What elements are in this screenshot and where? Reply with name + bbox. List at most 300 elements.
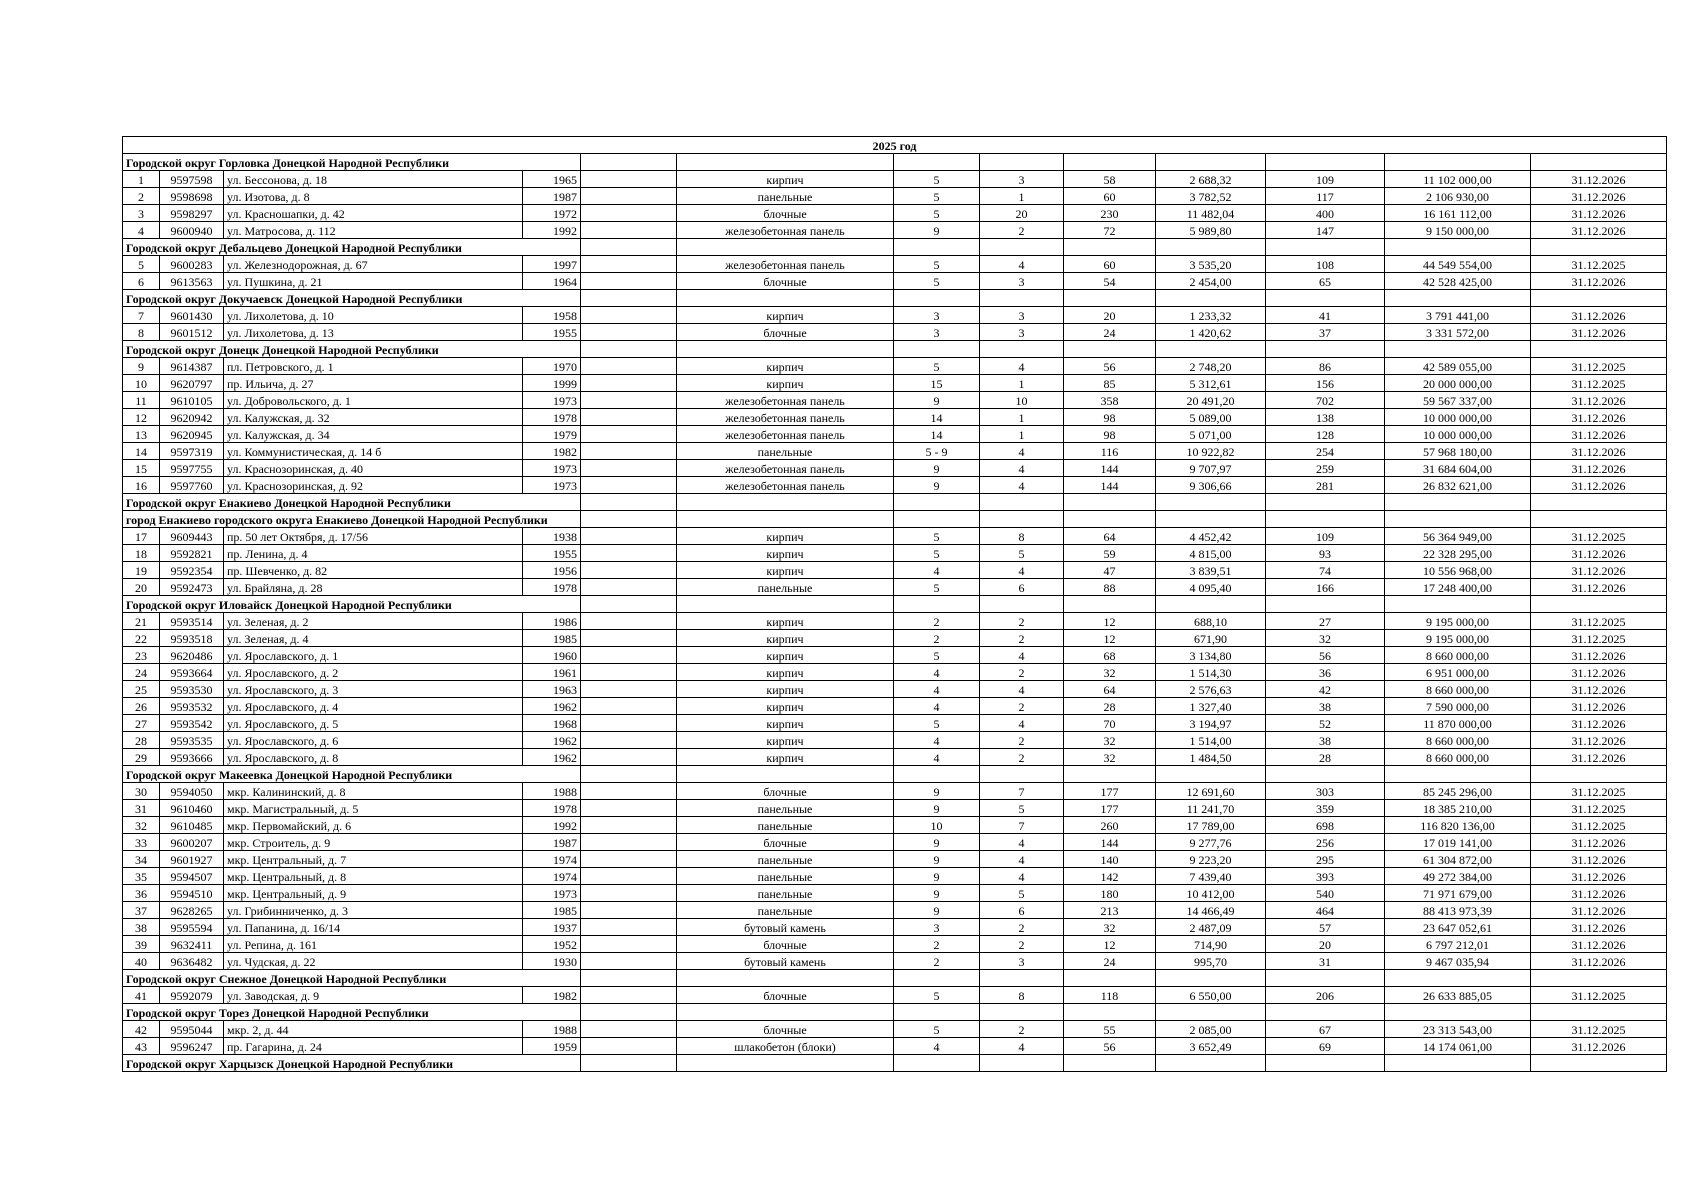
empty-cell [1064,1055,1156,1072]
table-body [123,137,1667,1072]
built-year-cell: 1987 [523,188,581,205]
row-number-cell: 29 [123,749,160,766]
spacer-cell [581,307,677,324]
built-year-cell: 1973 [523,460,581,477]
entrances-cell: 5 [980,885,1064,902]
empty-cell [980,766,1064,783]
section-title: Городской округ Горловка Донецкой Народной Республики [123,154,581,171]
building-id-cell: 9632411 [160,936,224,953]
entrances-cell: 4 [980,681,1064,698]
empty-cell [894,1004,980,1021]
address-cell: ул. Репина, д. 161 [224,936,523,953]
apartments-cell: 12 [1064,936,1156,953]
residents-cell: 69 [1266,1038,1385,1055]
building-id-cell: 9636482 [160,953,224,970]
cost-cell: 44 549 554,00 [1385,256,1531,273]
area-cell: 3 782,52 [1156,188,1266,205]
table-row [123,358,1667,375]
empty-cell [677,154,894,171]
cost-cell: 17 019 141,00 [1385,834,1531,851]
section-title: Городской округ Дебальцево Донецкой Народной Республики [123,239,581,256]
residents-cell: 38 [1266,698,1385,715]
deadline-cell: 31.12.2026 [1531,953,1667,970]
built-year-cell: 1986 [523,613,581,630]
built-year-cell: 1961 [523,664,581,681]
empty-cell [1531,596,1667,613]
table-row [123,647,1667,664]
entrances-cell: 2 [980,630,1064,647]
built-year-cell: 1956 [523,562,581,579]
entrances-cell: 4 [980,460,1064,477]
address-cell: мкр. Центральный, д. 8 [224,868,523,885]
address-cell: ул. Ярославского, д. 5 [224,715,523,732]
cost-cell: 22 328 295,00 [1385,545,1531,562]
table-row [123,800,1667,817]
area-cell: 17 789,00 [1156,817,1266,834]
section-header-row [123,1004,1667,1021]
entrances-cell: 7 [980,783,1064,800]
residents-cell: 109 [1266,171,1385,188]
wall-material-cell: железобетонная панель [677,426,894,443]
row-number-cell: 22 [123,630,160,647]
spacer-cell [581,783,677,800]
empty-cell [581,766,677,783]
built-year-cell: 1973 [523,392,581,409]
empty-cell [1385,494,1531,511]
apartments-cell: 140 [1064,851,1156,868]
address-cell: ул. Ярославского, д. 3 [224,681,523,698]
built-year-cell: 1992 [523,817,581,834]
floors-cell: 9 [894,902,980,919]
entrances-cell: 5 [980,545,1064,562]
empty-cell [1156,970,1266,987]
entrances-cell: 3 [980,171,1064,188]
spacer-cell [581,358,677,375]
cost-cell: 3 791 441,00 [1385,307,1531,324]
entrances-cell: 3 [980,324,1064,341]
deadline-cell: 31.12.2026 [1531,307,1667,324]
floors-cell: 2 [894,953,980,970]
floors-cell: 14 [894,426,980,443]
floors-cell: 5 [894,273,980,290]
deadline-cell: 31.12.2026 [1531,324,1667,341]
apartments-cell: 58 [1064,171,1156,188]
wall-material-cell: панельные [677,579,894,596]
empty-cell [581,341,677,358]
deadline-cell: 31.12.2026 [1531,273,1667,290]
built-year-cell: 1987 [523,834,581,851]
empty-cell [1064,766,1156,783]
built-year-cell: 1960 [523,647,581,664]
row-number-cell: 26 [123,698,160,715]
wall-material-cell: панельные [677,902,894,919]
entrances-cell: 1 [980,375,1064,392]
built-year-cell: 1988 [523,783,581,800]
building-id-cell: 9614387 [160,358,224,375]
table-row [123,443,1667,460]
row-number-cell: 14 [123,443,160,460]
row-number-cell: 28 [123,732,160,749]
empty-cell [894,154,980,171]
section-header-row [123,596,1667,613]
built-year-cell: 1952 [523,936,581,953]
residents-cell: 259 [1266,460,1385,477]
apartments-cell: 144 [1064,477,1156,494]
row-number-cell: 6 [123,273,160,290]
residents-cell: 256 [1266,834,1385,851]
empty-cell [894,970,980,987]
empty-cell [677,1055,894,1072]
address-cell: мкр. 2, д. 44 [224,1021,523,1038]
spacer-cell [581,953,677,970]
deadline-cell: 31.12.2026 [1531,188,1667,205]
apartments-cell: 32 [1064,664,1156,681]
area-cell: 3 194,97 [1156,715,1266,732]
wall-material-cell: железобетонная панель [677,460,894,477]
spacer-cell [581,1021,677,1038]
empty-cell [1064,596,1156,613]
entrances-cell: 4 [980,358,1064,375]
floors-cell: 9 [894,222,980,239]
section-header-row [123,341,1667,358]
row-number-cell: 1 [123,171,160,188]
entrances-cell: 4 [980,647,1064,664]
cost-cell: 8 660 000,00 [1385,749,1531,766]
building-id-cell: 9592354 [160,562,224,579]
apartments-cell: 56 [1064,1038,1156,1055]
empty-cell [677,239,894,256]
empty-cell [1266,494,1385,511]
spacer-cell [581,817,677,834]
empty-cell [1064,239,1156,256]
built-year-cell: 1962 [523,698,581,715]
address-cell: ул. Ярославского, д. 6 [224,732,523,749]
area-cell: 2 454,00 [1156,273,1266,290]
area-cell: 10 412,00 [1156,885,1266,902]
built-year-cell: 1988 [523,1021,581,1038]
residents-cell: 67 [1266,1021,1385,1038]
area-cell: 9 306,66 [1156,477,1266,494]
residents-cell: 464 [1266,902,1385,919]
table-row [123,834,1667,851]
building-id-cell: 9593542 [160,715,224,732]
residents-cell: 65 [1266,273,1385,290]
apartments-cell: 59 [1064,545,1156,562]
spacer-cell [581,715,677,732]
deadline-cell: 31.12.2026 [1531,664,1667,681]
row-number-cell: 24 [123,664,160,681]
built-year-cell: 1955 [523,545,581,562]
row-number-cell: 37 [123,902,160,919]
area-cell: 3 652,49 [1156,1038,1266,1055]
apartments-cell: 68 [1064,647,1156,664]
deadline-cell: 31.12.2025 [1531,987,1667,1004]
building-id-cell: 9601927 [160,851,224,868]
housing-register-table [122,136,1667,1072]
building-id-cell: 9594050 [160,783,224,800]
deadline-cell: 31.12.2025 [1531,613,1667,630]
table-row [123,936,1667,953]
row-number-cell: 5 [123,256,160,273]
wall-material-cell: кирпич [677,681,894,698]
row-number-cell: 40 [123,953,160,970]
address-cell: ул. Калужская, д. 32 [224,409,523,426]
section-title: Городской округ Енакиево Донецкой Народной Республики [123,494,581,511]
spacer-cell [581,885,677,902]
deadline-cell: 31.12.2026 [1531,171,1667,188]
residents-cell: 359 [1266,800,1385,817]
empty-cell [980,341,1064,358]
area-cell: 1 514,30 [1156,664,1266,681]
row-number-cell: 10 [123,375,160,392]
entrances-cell: 4 [980,256,1064,273]
table-row [123,885,1667,902]
cost-cell: 26 633 885,05 [1385,987,1531,1004]
apartments-cell: 118 [1064,987,1156,1004]
cost-cell: 20 000 000,00 [1385,375,1531,392]
spacer-cell [581,902,677,919]
deadline-cell: 31.12.2026 [1531,222,1667,239]
row-number-cell: 13 [123,426,160,443]
section-header-row [123,239,1667,256]
residents-cell: 28 [1266,749,1385,766]
row-number-cell: 42 [123,1021,160,1038]
floors-cell: 5 [894,579,980,596]
address-cell: мкр. Калининский, д. 8 [224,783,523,800]
spacer-cell [581,188,677,205]
cost-cell: 42 589 055,00 [1385,358,1531,375]
apartments-cell: 144 [1064,460,1156,477]
cost-cell: 10 000 000,00 [1385,426,1531,443]
residents-cell: 206 [1266,987,1385,1004]
cost-cell: 11 102 000,00 [1385,171,1531,188]
residents-cell: 57 [1266,919,1385,936]
address-cell: пл. Петровского, д. 1 [224,358,523,375]
address-cell: ул. Лихолетова, д. 13 [224,324,523,341]
section-header-row [123,970,1667,987]
spacer-cell [581,205,677,222]
apartments-cell: 70 [1064,715,1156,732]
section-title: Городской округ Донецк Донецкой Народной Республики [123,341,581,358]
entrances-cell: 2 [980,749,1064,766]
built-year-cell: 1997 [523,256,581,273]
section-title: Городской округ Снежное Донецкой Народной Республики [123,970,581,987]
empty-cell [1064,511,1156,528]
apartments-cell: 177 [1064,783,1156,800]
empty-cell [677,970,894,987]
apartments-cell: 358 [1064,392,1156,409]
area-cell: 7 439,40 [1156,868,1266,885]
wall-material-cell: кирпич [677,307,894,324]
wall-material-cell: бутовый камень [677,919,894,936]
row-number-cell: 19 [123,562,160,579]
table-row [123,698,1667,715]
deadline-cell: 31.12.2026 [1531,698,1667,715]
table-row [123,171,1667,188]
cost-cell: 85 245 296,00 [1385,783,1531,800]
entrances-cell: 2 [980,613,1064,630]
built-year-cell: 1930 [523,953,581,970]
residents-cell: 93 [1266,545,1385,562]
empty-cell [894,596,980,613]
apartments-cell: 213 [1064,902,1156,919]
area-cell: 1 514,00 [1156,732,1266,749]
area-cell: 671,90 [1156,630,1266,647]
cost-cell: 116 820 136,00 [1385,817,1531,834]
wall-material-cell: железобетонная панель [677,222,894,239]
apartments-cell: 32 [1064,749,1156,766]
address-cell: мкр. Центральный, д. 9 [224,885,523,902]
table-row [123,528,1667,545]
empty-cell [1531,341,1667,358]
building-id-cell: 9595044 [160,1021,224,1038]
built-year-cell: 1982 [523,987,581,1004]
built-year-cell: 1963 [523,681,581,698]
entrances-cell: 4 [980,562,1064,579]
wall-material-cell: кирпич [677,732,894,749]
apartments-cell: 142 [1064,868,1156,885]
address-cell: ул. Калужская, д. 34 [224,426,523,443]
address-cell: ул. Ярославского, д. 8 [224,749,523,766]
built-year-cell: 1955 [523,324,581,341]
row-number-cell: 33 [123,834,160,851]
deadline-cell: 31.12.2026 [1531,749,1667,766]
section-header-row [123,154,1667,171]
floors-cell: 10 [894,817,980,834]
area-cell: 10 922,82 [1156,443,1266,460]
address-cell: ул. Чудская, д. 22 [224,953,523,970]
apartments-cell: 47 [1064,562,1156,579]
building-id-cell: 9595594 [160,919,224,936]
building-id-cell: 9620945 [160,426,224,443]
table-row [123,545,1667,562]
building-id-cell: 9597598 [160,171,224,188]
address-cell: ул. Матросова, д. 112 [224,222,523,239]
cost-cell: 3 331 572,00 [1385,324,1531,341]
floors-cell: 3 [894,919,980,936]
apartments-cell: 60 [1064,256,1156,273]
deadline-cell: 31.12.2025 [1531,630,1667,647]
spacer-cell [581,800,677,817]
spacer-cell [581,171,677,188]
empty-cell [677,511,894,528]
wall-material-cell: шлакобетон (блоки) [677,1038,894,1055]
wall-material-cell: кирпич [677,171,894,188]
area-cell: 5 989,80 [1156,222,1266,239]
table-row [123,902,1667,919]
table-row [123,851,1667,868]
wall-material-cell: железобетонная панель [677,256,894,273]
entrances-cell: 2 [980,222,1064,239]
floors-cell: 5 [894,987,980,1004]
row-number-cell: 7 [123,307,160,324]
wall-material-cell: железобетонная панель [677,409,894,426]
address-cell: ул. Ярославского, д. 1 [224,647,523,664]
row-number-cell: 25 [123,681,160,698]
apartments-cell: 32 [1064,919,1156,936]
empty-cell [1064,154,1156,171]
address-cell: ул. Зеленая, д. 4 [224,630,523,647]
building-id-cell: 9593664 [160,664,224,681]
apartments-cell: 85 [1064,375,1156,392]
row-number-cell: 27 [123,715,160,732]
row-number-cell: 34 [123,851,160,868]
entrances-cell: 3 [980,953,1064,970]
residents-cell: 31 [1266,953,1385,970]
entrances-cell: 7 [980,817,1064,834]
empty-cell [1385,970,1531,987]
empty-cell [677,766,894,783]
address-cell: мкр. Строитель, д. 9 [224,834,523,851]
built-year-cell: 1985 [523,902,581,919]
address-cell: пр. 50 лет Октября, д. 17/56 [224,528,523,545]
area-cell: 11 482,04 [1156,205,1266,222]
built-year-cell: 1965 [523,171,581,188]
row-number-cell: 23 [123,647,160,664]
wall-material-cell: панельные [677,885,894,902]
empty-cell [1266,766,1385,783]
table-row [123,953,1667,970]
building-id-cell: 9620797 [160,375,224,392]
entrances-cell: 1 [980,426,1064,443]
apartments-cell: 55 [1064,1021,1156,1038]
cost-cell: 57 968 180,00 [1385,443,1531,460]
floors-cell: 2 [894,613,980,630]
building-id-cell: 9592821 [160,545,224,562]
floors-cell: 5 [894,647,980,664]
apartments-cell: 54 [1064,273,1156,290]
row-number-cell: 18 [123,545,160,562]
building-id-cell: 9598297 [160,205,224,222]
empty-cell [1156,511,1266,528]
floors-cell: 5 [894,545,980,562]
address-cell: пр. Шевченко, д. 82 [224,562,523,579]
row-number-cell: 9 [123,358,160,375]
table-row [123,681,1667,698]
residents-cell: 540 [1266,885,1385,902]
table-row [123,426,1667,443]
built-year-cell: 1973 [523,885,581,902]
cost-cell: 8 660 000,00 [1385,647,1531,664]
row-number-cell: 17 [123,528,160,545]
wall-material-cell: бутовый камень [677,953,894,970]
empty-cell [1385,154,1531,171]
row-number-cell: 38 [123,919,160,936]
empty-cell [581,970,677,987]
cost-cell: 71 971 679,00 [1385,885,1531,902]
empty-cell [581,494,677,511]
residents-cell: 295 [1266,851,1385,868]
empty-cell [1385,290,1531,307]
address-cell: ул. Краснозоринская, д. 92 [224,477,523,494]
empty-cell [1266,596,1385,613]
section-header-row [123,290,1667,307]
apartments-cell: 88 [1064,579,1156,596]
row-number-cell: 2 [123,188,160,205]
empty-cell [1385,239,1531,256]
area-cell: 9 223,20 [1156,851,1266,868]
built-year-cell: 1985 [523,630,581,647]
residents-cell: 37 [1266,324,1385,341]
empty-cell [1266,1055,1385,1072]
apartments-cell: 116 [1064,443,1156,460]
entrances-cell: 2 [980,936,1064,953]
building-id-cell: 9600283 [160,256,224,273]
row-number-cell: 20 [123,579,160,596]
empty-cell [1156,154,1266,171]
apartments-cell: 12 [1064,630,1156,647]
area-cell: 5 089,00 [1156,409,1266,426]
